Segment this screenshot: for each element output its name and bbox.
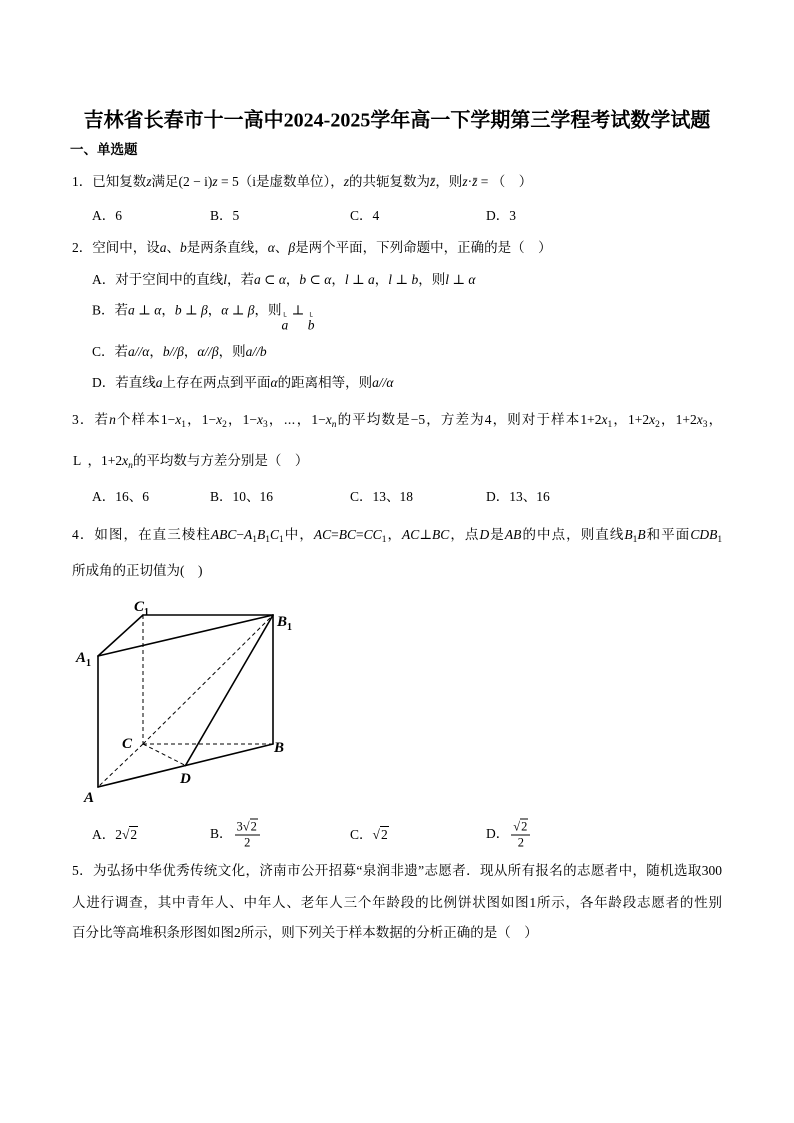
q4-stem-line-1 <box>72 525 722 545</box>
square-root <box>122 826 138 842</box>
fraction <box>235 820 260 851</box>
accent-mark: L <box>283 311 287 319</box>
math-roman: L <box>73 453 81 468</box>
math-italic: l <box>223 272 228 287</box>
math-italic: z <box>146 174 152 189</box>
vertex-label-d: D <box>180 771 191 787</box>
text-run: 3．若 <box>72 412 110 427</box>
math-roman: = <box>331 527 339 542</box>
text-run: C．4 <box>350 208 380 223</box>
text-run: B．10、16 <box>210 489 274 504</box>
text-run: ， <box>207 302 222 318</box>
math-italic: x <box>122 453 129 468</box>
math-roman: 1− <box>160 412 176 427</box>
text-run: 和平面 <box>645 527 691 542</box>
text-run: B．5 <box>210 208 240 223</box>
q2-option-c <box>92 342 267 362</box>
text-run: A． <box>92 827 116 842</box>
text-run: B． <box>210 826 233 842</box>
math-italic: z <box>212 174 218 189</box>
math-roman: · <box>467 174 473 189</box>
q5-stem-line-1 <box>72 861 722 881</box>
denominator <box>516 836 526 851</box>
text-run: ， <box>149 344 163 359</box>
radicand: 2 <box>250 819 257 834</box>
math-subscript: 1 <box>265 534 270 545</box>
text-run: ， <box>612 412 629 427</box>
math-roman: 4 <box>484 412 492 427</box>
math-roman: 1+2 <box>101 453 123 468</box>
accent-mark: L <box>309 311 313 319</box>
math-subscript: 2 <box>655 419 660 430</box>
q5-stem-line-3 <box>72 923 538 943</box>
edge-a1-b1 <box>98 615 273 656</box>
text-run: ，方差为 <box>425 412 485 427</box>
math-italic: B <box>624 527 633 542</box>
math-italic: l ⊥ α <box>445 272 476 287</box>
text-run: 1．已知复数 <box>72 174 147 189</box>
math-italic: b <box>307 317 315 333</box>
math-italic: β <box>288 240 296 255</box>
math-roman: 2 <box>517 835 524 850</box>
text-run: ， <box>183 344 198 359</box>
text-run: ， <box>186 412 202 427</box>
q3-option-d <box>486 487 550 507</box>
q2-stem-line-1 <box>72 238 552 258</box>
text-run: 的平均数是 <box>336 412 411 427</box>
vertex-label-b: B <box>274 740 285 756</box>
math-italic: B <box>256 527 266 542</box>
math-roman: 1− <box>311 412 326 427</box>
math-italic: BC <box>432 527 450 542</box>
math-subscript: 1 <box>278 534 284 545</box>
math-italic: AC <box>313 527 332 542</box>
vertex-label-a1 <box>75 650 91 669</box>
text-run: 的平均数与方差分别是（ ） <box>132 453 309 468</box>
math-subscript: n <box>331 419 337 430</box>
math-subscript: 2 <box>222 419 227 430</box>
text-run: 的共轭复数为 <box>349 174 431 189</box>
numerator <box>235 820 260 836</box>
math-italic: x <box>696 412 703 427</box>
text-run: 所成角的正切值为( ) <box>72 563 203 578</box>
q4-option-b <box>210 820 262 851</box>
vertex-label-c: C <box>122 736 133 752</box>
math-italic: b <box>180 240 187 255</box>
text-run: 的距离相等，则 <box>277 375 373 390</box>
text-run: C．若 <box>92 344 129 359</box>
text-run: ，则 <box>254 302 282 318</box>
text-run: A．对于空间中的直线 <box>92 272 224 287</box>
text-run: ，则对于样本 <box>491 412 581 427</box>
math-italic: z̄ <box>430 174 436 189</box>
segment-d-b1 <box>186 615 274 766</box>
text-run: 人进行调查，其中青年人、中年人、老年人三个年龄段的比例饼状图如图1所示，各年龄段志愿者的性别 <box>72 895 722 910</box>
q2-option-d <box>92 373 393 393</box>
math-italic: a//b <box>245 344 267 359</box>
math-italic: x <box>216 412 223 427</box>
radicand: 2 <box>380 827 388 842</box>
math-roman: = <box>356 527 364 542</box>
math-italic: b ⊥ β <box>174 302 208 318</box>
math-roman: = <box>477 174 492 189</box>
accented-symbol <box>308 312 315 332</box>
math-italic: l ⊥ b <box>388 272 419 287</box>
vertex-subscript: 1 <box>144 607 150 618</box>
math-roman: 3 <box>236 819 243 834</box>
math-italic: a//α <box>128 344 150 359</box>
math-italic: α <box>267 240 275 255</box>
text-run: C．13、18 <box>350 489 414 504</box>
radicand: 2 <box>130 827 138 842</box>
math-subscript: 3 <box>263 419 268 430</box>
math-italic: l ⊥ a <box>344 272 375 287</box>
text-run: 百分比等高堆积条形图如图2所示，则下列关于样本数据的分析正确的是（ ） <box>72 925 538 940</box>
text-run: D．若直线 <box>92 375 156 390</box>
text-run: ， <box>285 272 300 287</box>
q1-option-c <box>350 206 379 226</box>
denominator <box>242 836 252 851</box>
vertex-label-a: A <box>84 790 95 806</box>
exam-title: 吉林省长春市十一高中2024-2025学年高一下学期第三学程考试数学试题 <box>83 109 711 132</box>
text-run: ， <box>226 412 243 427</box>
text-run: 是 <box>489 527 505 542</box>
hidden-segment-c-b1 <box>143 615 273 744</box>
hidden-segment-c-d <box>143 744 186 766</box>
math-italic: AC <box>402 527 420 542</box>
math-subscript: 1 <box>381 534 387 545</box>
math-italic: α <box>270 375 278 390</box>
vertex-subscript: 1 <box>86 658 92 669</box>
math-italic: ABC <box>210 527 237 542</box>
q3-stem-line-2 <box>73 451 308 471</box>
text-run: 的中点，则直线 <box>521 527 625 542</box>
math-subscript: 1 <box>717 534 723 545</box>
math-roman: 1+2 <box>675 412 697 427</box>
text-run: 满足 <box>151 174 179 189</box>
math-subscript: 1 <box>252 534 257 545</box>
math-roman: 1− <box>201 412 217 427</box>
text-run: 是两个平面，下列命题中，正确的是（ ） <box>295 240 552 255</box>
q1-option-b <box>210 206 239 226</box>
q2-option-a <box>92 270 476 290</box>
q4-option-d <box>486 820 532 851</box>
math-italic: α//β <box>197 344 219 359</box>
math-italic: a ⊂ α <box>254 272 286 287</box>
math-roman: 1+2 <box>628 412 650 427</box>
radicand: 2 <box>521 819 528 834</box>
math-italic: z̄ <box>472 174 478 189</box>
text-run: ，则 <box>435 174 463 189</box>
math-italic: x <box>601 412 608 427</box>
text-run: 2．空间中，设 <box>72 240 160 255</box>
q3-option-a <box>92 487 149 507</box>
text-run: D．13、16 <box>486 489 550 504</box>
text-run: ， <box>707 412 723 427</box>
text-run: ， <box>374 272 389 287</box>
math-italic: B <box>637 527 646 542</box>
text-run: ，若 <box>227 272 255 287</box>
text-run: 中， <box>283 527 314 542</box>
math-roman: = 5 <box>217 174 239 189</box>
text-run: ，则 <box>218 344 246 359</box>
text-run: ， <box>331 272 345 287</box>
vertex-label-c1 <box>134 599 149 618</box>
edge-a1-c1 <box>98 615 143 656</box>
math-italic: CDB <box>690 527 718 542</box>
q3-option-b <box>210 487 273 507</box>
vertex-letter: A <box>76 650 87 666</box>
math-italic: C <box>269 527 279 542</box>
math-italic: b ⊂ α <box>299 272 332 287</box>
math-subscript: 1 <box>181 419 186 430</box>
square-root <box>373 826 389 842</box>
text-run: 5．为弘扬中华优秀传统文化，济南市公开招募“泉润非遗”志愿者．现从所有报名的志愿者中，随机选取300 <box>72 863 722 878</box>
text-run: 上存在两点到平面 <box>162 375 271 390</box>
text-run: ， <box>80 453 101 468</box>
vertex-subscript: 1 <box>287 622 293 633</box>
math-italic: x <box>257 412 263 427</box>
text-run: ， <box>161 302 175 318</box>
text-run: C． <box>350 827 373 842</box>
math-italic: x <box>325 412 332 427</box>
section-heading: 一、单选题 <box>70 142 138 157</box>
text-run: ，点 <box>449 527 480 542</box>
q1-stem-line-1 <box>72 172 532 192</box>
math-roman: − <box>236 527 245 542</box>
math-subscript: n <box>128 460 133 471</box>
math-italic: A <box>244 527 253 542</box>
math-italic: a ⊥ α <box>128 302 162 318</box>
math-italic: a <box>155 375 163 390</box>
q4-stem-line-2 <box>72 561 203 581</box>
text-run: D． <box>486 826 510 842</box>
hidden-edge-c-a <box>98 744 143 787</box>
math-subscript: 3 <box>702 419 708 430</box>
q1-option-d <box>486 206 516 226</box>
math-subscript: 1 <box>632 534 638 545</box>
math-italic: CC <box>363 527 382 542</box>
math-italic: D <box>479 527 490 542</box>
math-roman: ⊥ <box>419 527 433 542</box>
text-run: 是虚数单位）， <box>256 174 344 189</box>
math-italic: b//β <box>162 344 184 359</box>
q2-option-b <box>92 300 314 332</box>
math-italic: a//α <box>372 375 394 390</box>
q4-option-a <box>92 825 138 845</box>
q1-option-a <box>92 206 122 226</box>
math-italic: x <box>649 412 656 427</box>
math-roman: 2 <box>244 835 251 850</box>
vertex-label-b1 <box>276 614 292 633</box>
math-italic: z <box>343 174 350 189</box>
math-italic: x <box>175 412 182 427</box>
square-root <box>513 819 528 834</box>
text-run: B．若 <box>92 302 129 318</box>
text-run: 、 <box>166 240 180 255</box>
math-italic: n <box>109 412 116 427</box>
math-italic: AB <box>504 527 522 542</box>
q5-stem-line-2 <box>72 893 722 913</box>
math-italic: α ⊥ β <box>221 302 255 318</box>
text-run: 、 <box>274 240 289 255</box>
text-run: （ ） <box>491 174 533 189</box>
math-roman: 1+2 <box>580 412 602 427</box>
text-run: A．6 <box>92 208 122 223</box>
math-roman: −5 <box>410 412 426 427</box>
text-run: （ <box>238 174 253 189</box>
text-run: A．16、6 <box>92 489 149 504</box>
math-italic: BC <box>338 527 357 542</box>
square-root <box>243 819 258 834</box>
numerator <box>511 820 530 836</box>
math-roman: (2 − i) <box>178 174 213 189</box>
math-italic: z <box>462 174 468 189</box>
text-run: ， <box>659 412 676 427</box>
fraction <box>511 820 530 851</box>
text-run: 是两条直线， <box>186 240 268 255</box>
math-italic: a <box>281 317 289 333</box>
text-run: ，⋯， <box>267 412 312 427</box>
q4-option-c <box>350 825 389 845</box>
q3-stem-line-1 <box>72 410 722 430</box>
triangular-prism-figure <box>70 590 310 810</box>
vertex-letter: B <box>277 614 288 630</box>
math-subscript: 1 <box>607 419 613 430</box>
text-run: 4．如图，在直三棱柱 <box>72 527 211 542</box>
text-run: ， <box>386 527 403 542</box>
math-italic: ⊥ <box>288 302 308 318</box>
text-run: ，则 <box>418 272 446 287</box>
math-roman: 2 <box>115 827 122 842</box>
text-run: D．3 <box>486 208 516 223</box>
math-italic: a <box>159 240 167 255</box>
vertex-letter: C <box>134 599 145 615</box>
q3-option-c <box>350 487 413 507</box>
math-roman: i <box>252 174 257 189</box>
math-roman: 1− <box>242 412 257 427</box>
text-run: 个样本 <box>115 412 161 427</box>
